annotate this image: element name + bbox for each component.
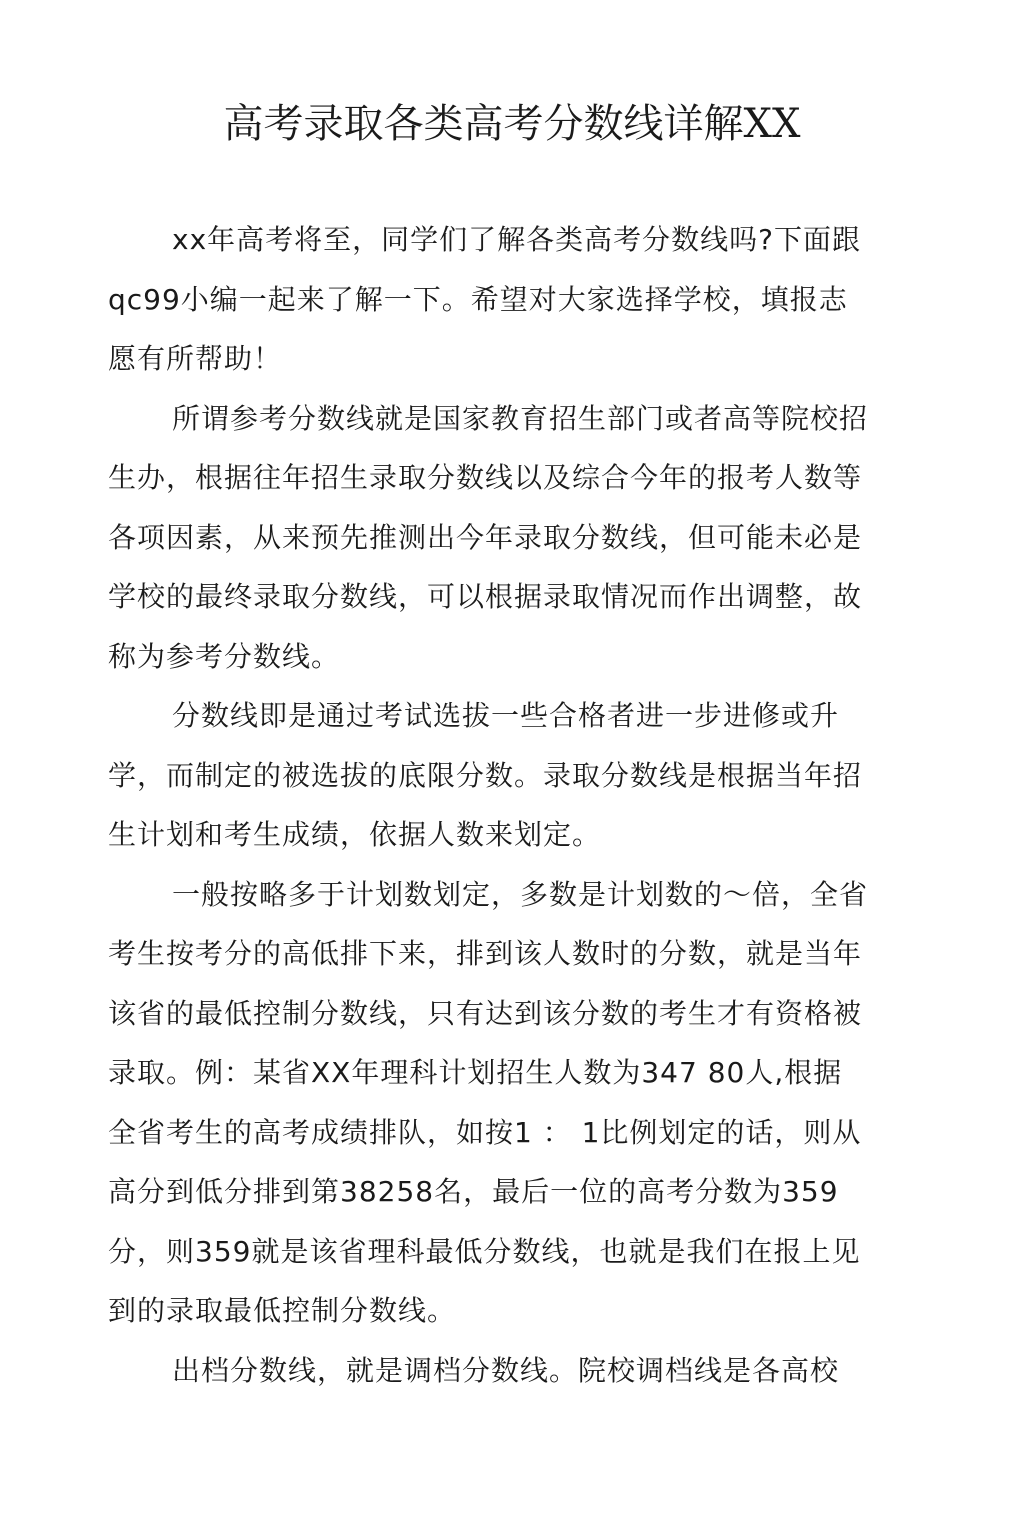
paragraph-intro: xx年高考将至，同学们了解各类高考分数线吗?下面跟qc99小编一起来了解一下。希望对大家选择学校，填报志愿有所帮助！ — [108, 223, 862, 375]
paragraph-filing-score: 出档分数线，就是调档分数线。院校调档线是各高校 — [172, 1353, 840, 1387]
document-body — [108, 210, 868, 1400]
paragraph-score-definition: 分数线即是通过考试选拔一些合格者进一步进修或升学，而制定的被选拔的底限分数。录取分数线是根据当年招生计划和考生成绩，依据人数来划定。 — [108, 699, 863, 851]
paragraph-reference-score: 所谓参考分数线就是国家教育招生部门或者高等院校招生办，根据往年招生录取分数线以及综合今年的报考人数等各项因素，从来预先推测出今年录取分数线，但可能未必是学校的最终录取分数线，可以根据录取情况而作出调整，故称为参考分数线。 — [108, 401, 869, 673]
paragraph-control-line-example: 一般按略多于计划数划定，多数是计划数的～倍，全省考生按考分的高低排下来，排到该人数时的分数，就是当年该省的最低控制分数线，只有达到该分数的考生才有资格被录取。例：某省XX年理科计划招生人数为347 80人,根据全省考生的高考成绩排队，如按1 ： 1比例划定的话，则从高分到低分排到第38258名，最后一位的高考分数为359分，则359就是该省理科最低分数线，也就是我们在报上见到的录取最低控制分数线。 — [108, 877, 869, 1327]
document-title: 高考录取各类高考分数线详解XX — [223, 101, 801, 147]
